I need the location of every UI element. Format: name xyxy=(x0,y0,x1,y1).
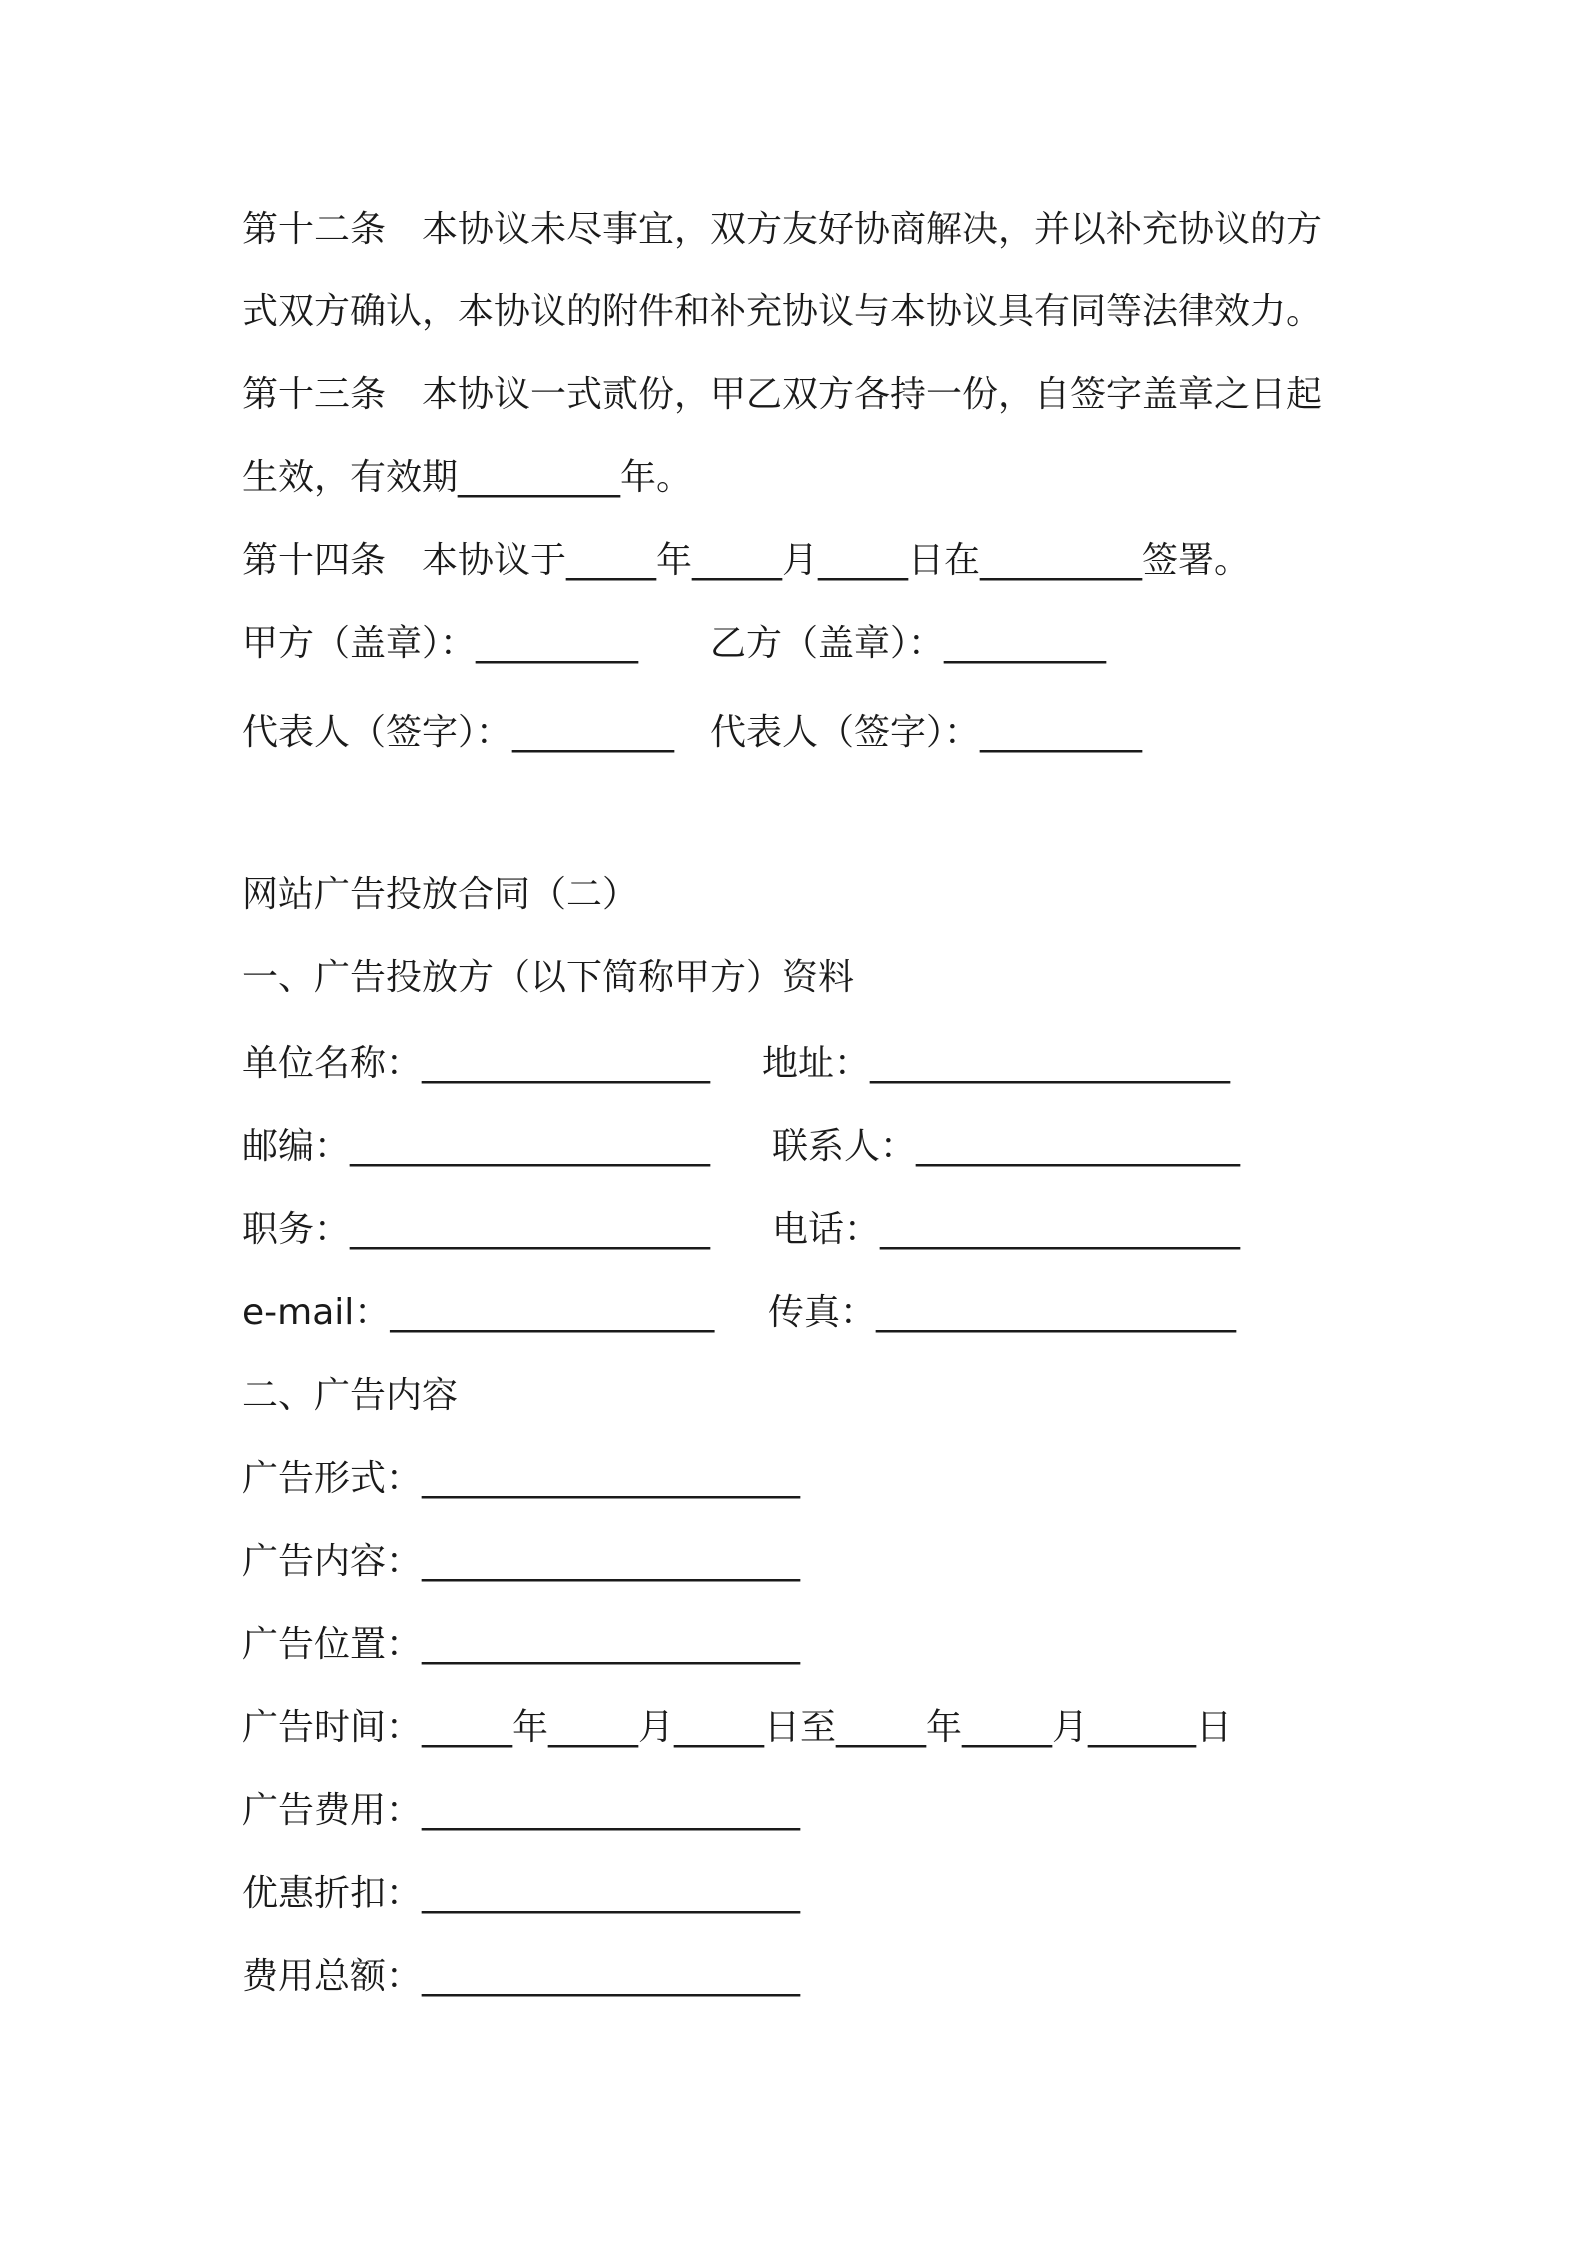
ad-time-field: 广告时间：_____年_____月_____日至_____年_____月______日 xyxy=(242,1707,1233,1748)
address-field: 地址：____________________ xyxy=(762,1043,1231,1084)
article-12-line-1: 第十二条 本协议未尽事宜，双方友好协商解决，并以补充协议的方 xyxy=(242,209,1323,250)
article-13-line-1: 第十三条 本协议一式贰份，甲乙双方各持一份，自签字盖章之日起 xyxy=(242,374,1323,415)
article-12-line-2: 式双方确认，本协议的附件和补充协议与本协议具有同等法律效力。 xyxy=(242,291,1323,332)
party-b-seal: 乙方（盖章）：_________ xyxy=(710,623,1107,664)
fax-field: 传真：____________________ xyxy=(768,1292,1237,1333)
postcode-field: 邮编：____________________ xyxy=(242,1126,711,1167)
representative-b-signature: 代表人（签字）：_________ xyxy=(710,712,1143,753)
party-a-seal: 甲方（盖章）：_________ xyxy=(242,623,639,664)
section-2-heading: 二、广告内容 xyxy=(242,1375,459,1416)
article-14: 第十四条 本协议于_____年_____月_____日在_________签署。 xyxy=(242,540,1251,581)
discount-field: 优惠折扣：_____________________ xyxy=(242,1873,801,1914)
unit-name-field: 单位名称：________________ xyxy=(242,1043,711,1084)
contact-person-field: 联系人：__________________ xyxy=(772,1126,1241,1167)
section-1-heading: 一、广告投放方（以下简称甲方）资料 xyxy=(242,957,855,998)
ad-position-field: 广告位置：_____________________ xyxy=(242,1624,801,1665)
contract-title: 网站广告投放合同（二） xyxy=(242,874,639,915)
email-field: e-mail：__________________ xyxy=(242,1292,715,1333)
representative-a-signature: 代表人（签字）：_________ xyxy=(242,712,675,753)
ad-form-field: 广告形式：_____________________ xyxy=(242,1458,801,1499)
position-field: 职务：____________________ xyxy=(242,1209,711,1250)
total-fee-field: 费用总额：_____________________ xyxy=(242,1956,801,1997)
article-13-line-2: 生效，有效期_________年。 xyxy=(242,457,693,498)
phone-field: 电话：____________________ xyxy=(772,1209,1241,1250)
ad-fee-field: 广告费用：_____________________ xyxy=(242,1790,801,1831)
ad-content-field: 广告内容：_____________________ xyxy=(242,1541,801,1582)
